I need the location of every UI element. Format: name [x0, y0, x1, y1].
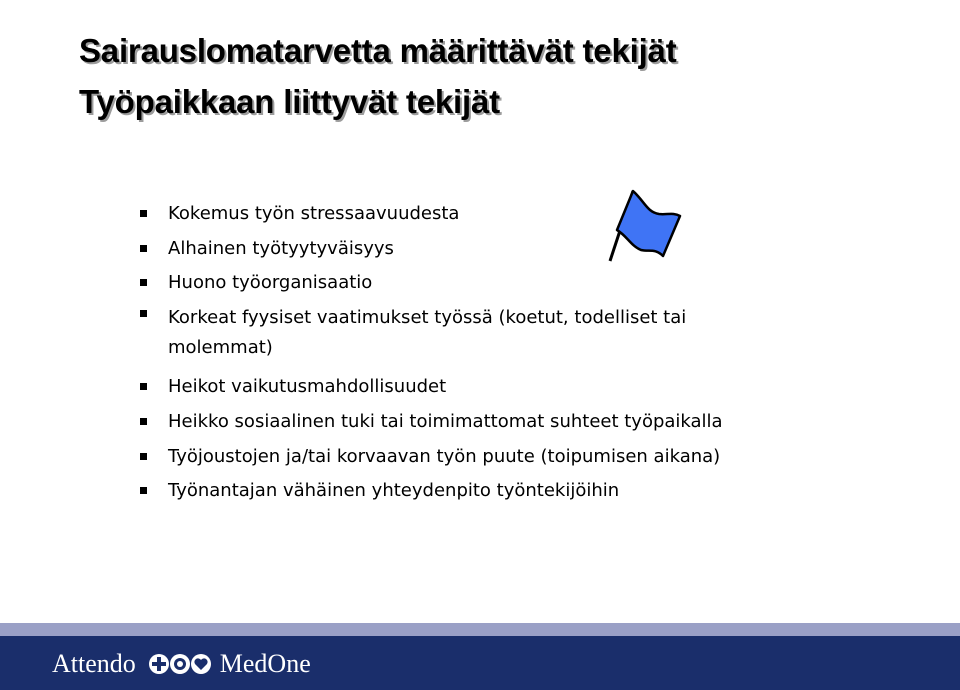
bullet-marker [140, 487, 147, 494]
list-item [138, 411, 838, 432]
list-item-text: Heikot vaikutusmahdollisuudet [168, 376, 447, 398]
bullet-list [138, 203, 838, 515]
logo-attendo: Attendo [52, 649, 136, 678]
title-line-2: Työpaikkaan liittyvät tekijät [79, 83, 500, 120]
bullet-marker [140, 245, 147, 252]
list-item [138, 303, 838, 363]
footer-bar [0, 636, 960, 690]
list-item-text: Työnantajan vähäinen yhteydenpito työntekijöihin [168, 480, 620, 502]
bullet-marker [140, 310, 147, 317]
bullet-marker [140, 418, 147, 425]
bullet-marker [140, 210, 147, 217]
list-item [138, 376, 838, 397]
list-item-text: Työjoustojen ja/tai korvaavan työn puute (toipumisen aikana) [168, 445, 721, 467]
list-item [138, 446, 838, 467]
list-item-text: Huono työorganisaatio [168, 272, 373, 294]
list-item-text: Heikko sosiaalinen tuki tai toimimattomat suhteet työpaikalla [168, 410, 723, 432]
bullet-marker [140, 453, 147, 460]
company-logo [52, 648, 311, 680]
bullet-marker [140, 383, 147, 390]
title-line-1: Sairauslomatarvetta määrittävät tekijät [79, 32, 677, 69]
list-item-text: Korkeat fyysiset vaatimukset työssä (koetut, todelliset tai molemmat) [168, 306, 687, 358]
list-item [138, 238, 838, 259]
slide-title [79, 33, 676, 120]
logo-symbols-icon [148, 653, 212, 675]
list-item-text: Kokemus työn stressaavuudesta [168, 203, 460, 224]
list-item [138, 272, 838, 293]
footer-stripe [0, 623, 960, 636]
list-item [138, 480, 838, 501]
logo-medone: MedOne [219, 649, 311, 678]
list-item [138, 203, 838, 224]
list-item-text: Alhainen työtyytyväisyys [168, 237, 394, 259]
bullet-marker [140, 279, 147, 286]
